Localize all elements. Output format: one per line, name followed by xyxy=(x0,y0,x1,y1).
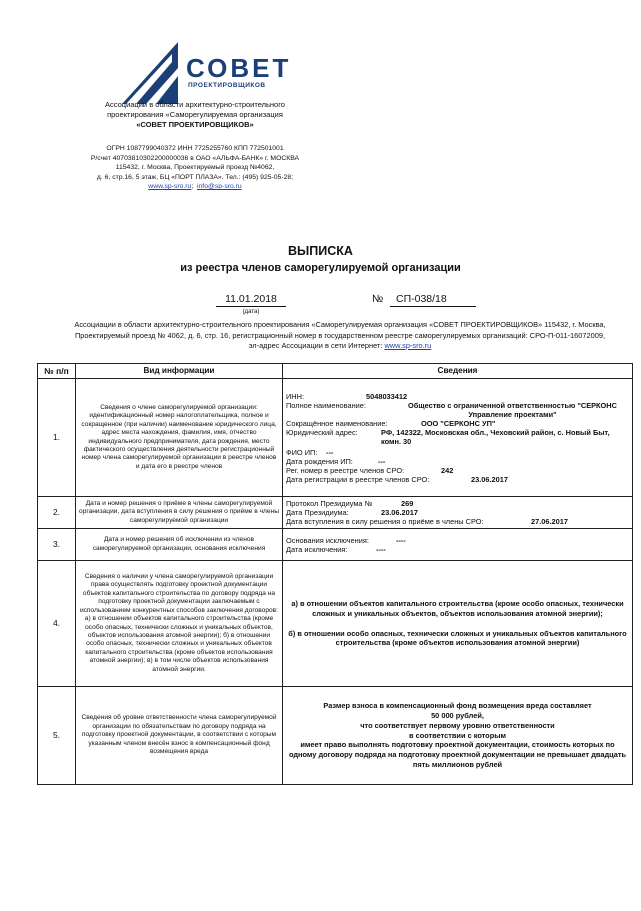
reg-date-value: 23.06.2017 xyxy=(471,474,508,484)
inn-value: 5048033412 xyxy=(366,391,408,401)
row-number: 2. xyxy=(38,497,76,529)
liability-line-4: в соответствии с которым xyxy=(409,730,506,740)
number-label: № xyxy=(372,293,384,305)
table-row xyxy=(38,529,633,561)
fio-value: --- xyxy=(326,447,334,457)
row-info: Дата и номер решения о приёме в члены саморегулируемой организации, дата вступления в силу решения о приёме в члены саморегулируемой организации xyxy=(76,497,283,529)
table-row xyxy=(38,561,633,687)
effective-date-label: Дата вступления в силу решения о приёме в члены СРО: xyxy=(286,517,484,526)
table-row xyxy=(38,687,633,785)
reg-number-label: Рег. номер в реестре членов СРО: xyxy=(286,465,405,475)
email-link[interactable]: info@sp-sro.ru xyxy=(197,183,242,191)
assoc-line-1: Ассоциации в области архитектурно-строительного xyxy=(105,100,285,109)
logo-wordmark: СОВЕТ xyxy=(186,53,292,83)
row-details xyxy=(283,561,633,687)
table-header-row xyxy=(38,364,633,379)
row-number: 3. xyxy=(38,529,76,561)
row-number: 5. xyxy=(38,687,76,785)
birth-label: Дата рождения ИП: xyxy=(286,456,353,466)
site-link[interactable]: www.sp-sro.ru xyxy=(148,183,192,191)
association-contacts: ОГРН 1087799040372 ИНН 7725255760 КПП 772501001 Р/счет 40703810302200000036 в ОАО «АЛЬФА-БАНК» г. МОСКВА 115432, г. Москва, Проектируемый проезд №4062, д. 6, стр.16, 5 этаж, БЦ «ПОРТ ПЛАЗА». Тел.: (495) 925-05-28; www.sp-sro.ru; info@sp-sro.ru xyxy=(90,145,300,191)
intro-paragraph xyxy=(70,320,610,352)
liability-line-3: что соответствует первому уровню ответственности xyxy=(360,720,555,730)
date-caption: (дата) xyxy=(242,309,260,315)
right-a-text: а) в отношении объектов капитального строительства (кроме особо опасных, технически сложных и уникальных объектов, объектов использования атомной энергии); xyxy=(291,598,624,618)
row-details xyxy=(283,379,633,497)
inn-label: ИНН: xyxy=(286,391,305,401)
liability-line-1: Размер взноса в компенсационный фонд возмещения вреда составляет xyxy=(323,701,592,711)
row-info: Сведения о члене саморегулируемой организации: идентификационный номер налогоплательщика, полное и сокращенное (при наличии) наименование юридического лица, адрес места нахождения, фамилия, имя, отчество индивидуального предпринимателя, дата рождения, место фактического осуществления деятельности регистрационный номер члена саморегулируемой организации в реестре членов и дата его в реестре членов xyxy=(76,379,283,497)
contact-line-2: Р/счет 40703810302200000036 в ОАО «АЛЬФА-БАНК» г. МОСКВА xyxy=(90,154,300,162)
row-info: Сведения об уровне ответственности члена саморегулируемой организации по обязательствам по договору подряда на подготовку проектной документации, в соответствии с которым указанным членом внесён взнос в компенсационный фонд возмещения вреда xyxy=(76,687,283,785)
table-row xyxy=(38,379,633,497)
effective-date-value: 27.06.2017 xyxy=(531,517,568,526)
row-info: Сведения о наличии у члена саморегулируемой организации права осуществлять подготовку проектной документации объектов капитального строительства по договору подряда на подготовку проектной документации заключаемым с использованием конкурентных способов заключения договоров: а) в отношении объектов капитального строительства (кроме особо опасных, технически сложных и уникальных объектов, объектов использования атомной энергии); б) в отношении особо опасных, технически сложных и уникальных объектов капитального строительства (кроме объектов использования атомной энергии); в) в том числе объектов использования атомной энергии. xyxy=(76,561,283,687)
row-details xyxy=(283,497,633,529)
full-name-label: Полное наименование: xyxy=(286,400,366,410)
address-label: Юридический адрес: xyxy=(286,427,358,437)
reg-date-label: Дата регистрации в реестре членов СРО: xyxy=(286,474,430,484)
row-number: 1. xyxy=(38,379,76,497)
presidium-date-value: 23.06.2017 xyxy=(381,508,418,517)
liability-line-2: 50 000 рублей, xyxy=(431,711,484,720)
header-info: Вид информации xyxy=(76,364,283,379)
exclusion-basis-value: ---- xyxy=(396,535,406,545)
logo-subtitle: ПРОЕКТИРОВЩИКОВ xyxy=(188,82,266,89)
exclusion-date-value: ---- xyxy=(376,544,386,554)
row-info: Дата и номер решения об исключении из членов саморегулируемой организации, основания исключения xyxy=(76,529,283,561)
assoc-line-3: «СОВЕТ ПРОЕКТИРОВЩИКОВ» xyxy=(136,120,254,129)
fio-label: ФИО ИП: xyxy=(286,447,318,457)
contact-line-4: д. 6, стр.16, 5 этаж, БЦ «ПОРТ ПЛАЗА». Тел.: (495) 925-05-28; xyxy=(96,173,294,181)
reg-number-value: 242 xyxy=(441,465,454,475)
registry-table xyxy=(37,363,633,785)
full-name-value: Общество с ограниченной ответственностью "СЕРКОНС Управление проектами" xyxy=(408,400,617,419)
document-title: ВЫПИСКА xyxy=(288,244,353,258)
document-number: СП-038/18 xyxy=(390,293,476,307)
row-details xyxy=(283,687,633,785)
right-b-text: б) в отношении особо опасных, технически сложных и уникальных объектов капитального строительства (кроме объектов использования атомной энергии) xyxy=(288,628,627,648)
birth-value: --- xyxy=(378,456,386,466)
header-num: № п/п xyxy=(38,364,76,379)
address-value: РФ, 142322, Московская обл., Чеховский район, с. Новый Быт, комн. 30 xyxy=(381,427,610,446)
intro-link[interactable]: www.sp-sro.ru xyxy=(384,341,432,350)
document-date: 11.01.2018 xyxy=(216,293,286,307)
protocol-label: Протокол Президиума № xyxy=(286,499,373,508)
assoc-line-2: проектирования «Саморегулируемая организация xyxy=(107,110,283,119)
row-number: 4. xyxy=(38,561,76,687)
document-subtitle: из реестра членов саморегулируемой организации xyxy=(180,262,461,274)
protocol-value: 269 xyxy=(401,499,414,508)
exclusion-basis-label: Основания исключения: xyxy=(286,535,369,545)
exclusion-date-label: Дата исключения: xyxy=(286,544,348,554)
header-details: Сведения xyxy=(283,364,633,379)
short-name-value: ООО "СЕРКОНС УП" xyxy=(421,418,496,428)
association-name xyxy=(60,100,330,130)
table-row xyxy=(38,497,633,529)
contact-line-3: 115432, г. Москва, Проектируемый проезд №4062, xyxy=(115,164,275,172)
contact-line-1: ОГРН 1087799040372 ИНН 7725255760 КПП 772501001 xyxy=(106,145,284,152)
row-details xyxy=(283,529,633,561)
intro-text: Ассоциации в области архитектурно-строительного проектирования «Саморегулируемая организация «СОВЕТ ПРОЕКТИРОВЩИКОВ» 115432, г. Москва, Проектируемый проезд № 4062, д. 6, стр. 16, регистрационный номер в государственном реестре саморегулируемых организаций: СРО-П-011-16072009, эл-адрес Ассоциации в сети Интернет: xyxy=(74,320,606,350)
logo-mark-icon xyxy=(122,42,178,104)
short-name-label: Сокращённое наименование: xyxy=(286,418,388,428)
presidium-date-label: Дата Президиума: xyxy=(286,508,349,517)
liability-line-5: имеет право выполнять подготовку проектной документации, стоимость которых по одному договору подряда на подготовку проектной документации не превышает двадцать пять миллионов рублей xyxy=(288,740,627,769)
